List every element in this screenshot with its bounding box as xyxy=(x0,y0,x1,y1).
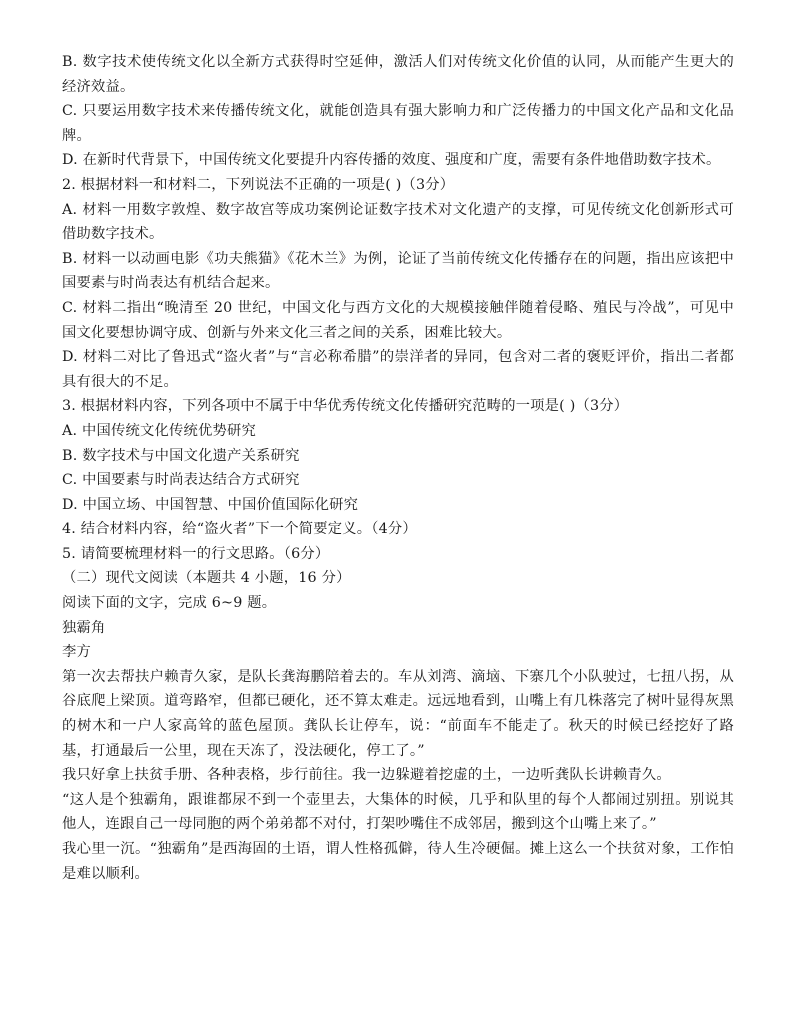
question-3: 3. 根据材料内容，下列各项中不属于中华优秀传统文化传播研究范畴的一项是( )（3分） xyxy=(62,398,629,415)
question-5: 5. 请简要梳理材料一的行文思路。（6分） xyxy=(62,545,330,562)
option-d-paragraph: D. 在新时代背景下，中国传统文化要提升内容传播的效度、强度和广度，需要有条件地借助数字技术。 xyxy=(62,152,721,169)
question-2-option-d: D. 材料二对比了鲁迅式“盗火者”与“言必称希腊”的崇洋者的异同，包含对二者的褒贬评价，指出二者都具有很大的不足。 xyxy=(62,349,734,390)
question-3-option-d: D. 中国立场、中国智慧、中国价值国际化研究 xyxy=(62,496,359,513)
question-4: 4. 结合材料内容，给“盗火者”下一个简要定义。（4分） xyxy=(62,521,417,538)
story-paragraph-3: “这人是个独霸角，跟谁都尿不到一个壶里去，大集体的时候，几乎和队里的每个人都闹过别扭。别说其他人，连跟自己一母同胞的两个弟弟都不对付，打架吵嘴住不成邻居，搬到这个山嘴上来了。” xyxy=(62,791,734,833)
story-paragraph-1: 第一次去帮扶户赖青久家，是队长龚海鹏陪着去的。车从刘湾、滴垴、下寨几个小队驶过，七扭八拐，从谷底爬上梁顶。道弯路窄，但都已硬化，还不算太难走。远远地看到，山嘴上有几株落完了树叶显得灰黑的树木和一户人家高耸的蓝色屋顶。龚队长让停车，说：“前面车不能走了。秋天的时候已经挖好了路基，打通最后一公里，现在天冻了，没法硬化，停工了。” xyxy=(62,668,734,759)
story-author: 李方 xyxy=(62,644,91,661)
question-2-option-c: C. 材料二指出“晚清至 20 世纪，中国文化与西方文化的大规模接触伴随着侵略、殖民与冷战”，可见中国文化要想协调守成、创新与外来文化三者之间的关系，困难比较大。 xyxy=(62,299,734,341)
document-page xyxy=(62,50,734,886)
section-heading: （二）现代文阅读（本题共 4 小题，16 分） xyxy=(62,570,351,587)
question-3-option-c: C. 中国要素与时尚表达结合方式研究 xyxy=(62,472,300,489)
story-paragraph-4: 我心里一沉。“独霸角”是西海固的土语，谓人性格孤僻，待人生冷硬倔。摊上这么一个扶贫对象，工作怕是难以顺利。 xyxy=(62,841,734,882)
story-title: 独霸角 xyxy=(62,619,106,636)
question-2-option-a: A. 材料一用数字敦煌、数字故宫等成功案例论证数字技术对文化遗产的支撑，可见传统文化创新形式可借助数字技术。 xyxy=(62,201,734,243)
question-2-option-b: B. 材料一以动画电影《功夫熊猫》《花木兰》为例，论证了当前传统文化传播存在的问题，指出应该把中国要素与时尚表达有机结合起来。 xyxy=(62,250,734,292)
story-paragraph-2: 我只好拿上扶贫手册、各种表格，步行前往。我一边躲避着挖虚的土，一边听龚队长讲赖青久。 xyxy=(62,767,671,784)
question-2: 2. 根据材料一和材料二，下列说法不正确的一项是( )（3分） xyxy=(62,176,455,193)
option-c-paragraph: C. 只要运用数字技术来传播传统文化，就能创造具有强大影响力和广泛传播力的中国文化产品和文化品牌。 xyxy=(62,103,734,144)
question-3-option-b: B. 数字技术与中国文化遗产关系研究 xyxy=(62,447,300,464)
option-b-paragraph: B. 数字技术使传统文化以全新方式获得时空延伸，激活人们对传统文化价值的认同，从而能产生更大的经济效益。 xyxy=(62,54,734,95)
question-3-option-a: A. 中国传统文化传统优势研究 xyxy=(62,422,256,439)
reading-instruction: 阅读下面的文字，完成 6~9 题。 xyxy=(62,595,277,612)
